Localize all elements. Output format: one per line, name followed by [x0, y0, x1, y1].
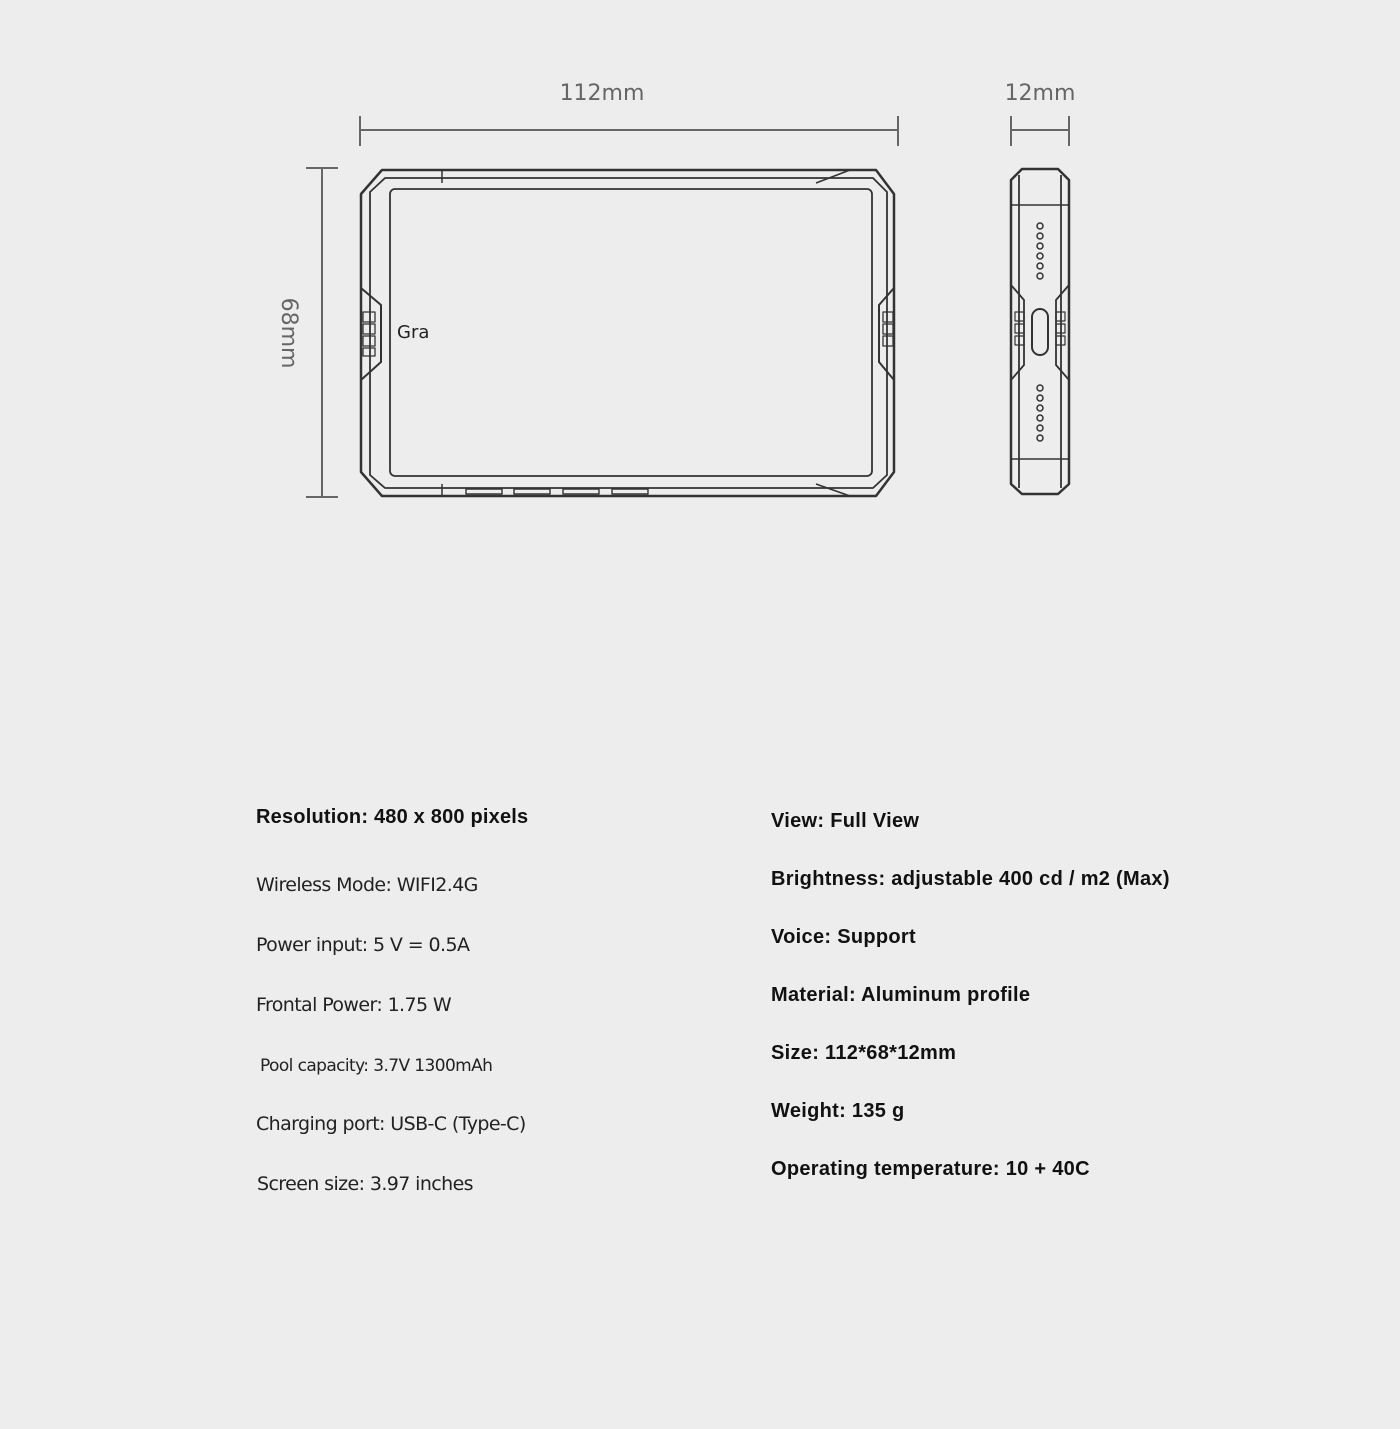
height-label: 68mm: [276, 297, 301, 369]
spec-material: Material: Aluminum profile: [771, 984, 1031, 1006]
height-dimension: [306, 168, 338, 497]
depth-label: 12mm: [1004, 81, 1076, 106]
spec-frontal-power: Frontal Power: 1.75 W: [256, 994, 452, 1016]
width-dimension: [360, 116, 898, 146]
device-side-view: [1011, 169, 1069, 494]
spec-voice: Voice: Support: [771, 926, 916, 948]
spec-screen-size: Screen size: 3.97 inches: [257, 1173, 473, 1195]
spec-pool-capacity: Pool capacity: 3.7V 1300mAh: [260, 1056, 493, 1076]
spec-charging-port: Charging port: USB-C (Type-C): [256, 1113, 526, 1135]
device-front-view: [361, 170, 894, 496]
spec-wireless-mode: Wireless Mode: WIFI2.4G: [256, 874, 478, 896]
spec-size: Size: 112*68*12mm: [771, 1042, 957, 1064]
spec-resolution: Resolution: 480 x 800 pixels: [256, 806, 529, 828]
spec-brightness: Brightness: adjustable 400 cd / m2 (Max): [771, 868, 1170, 890]
spec-operating-temperature: Operating temperature: 10 + 40C: [771, 1158, 1090, 1180]
spec-weight: Weight: 135 g: [771, 1100, 905, 1122]
spec-power-input: Power input: 5 V = 0.5A: [256, 934, 470, 956]
screen-text: Gra: [397, 322, 430, 343]
spec-view: View: Full View: [771, 810, 920, 832]
device-dimension-drawing: [0, 0, 1400, 620]
depth-dimension: [1011, 116, 1069, 146]
width-label: 112mm: [559, 81, 645, 106]
